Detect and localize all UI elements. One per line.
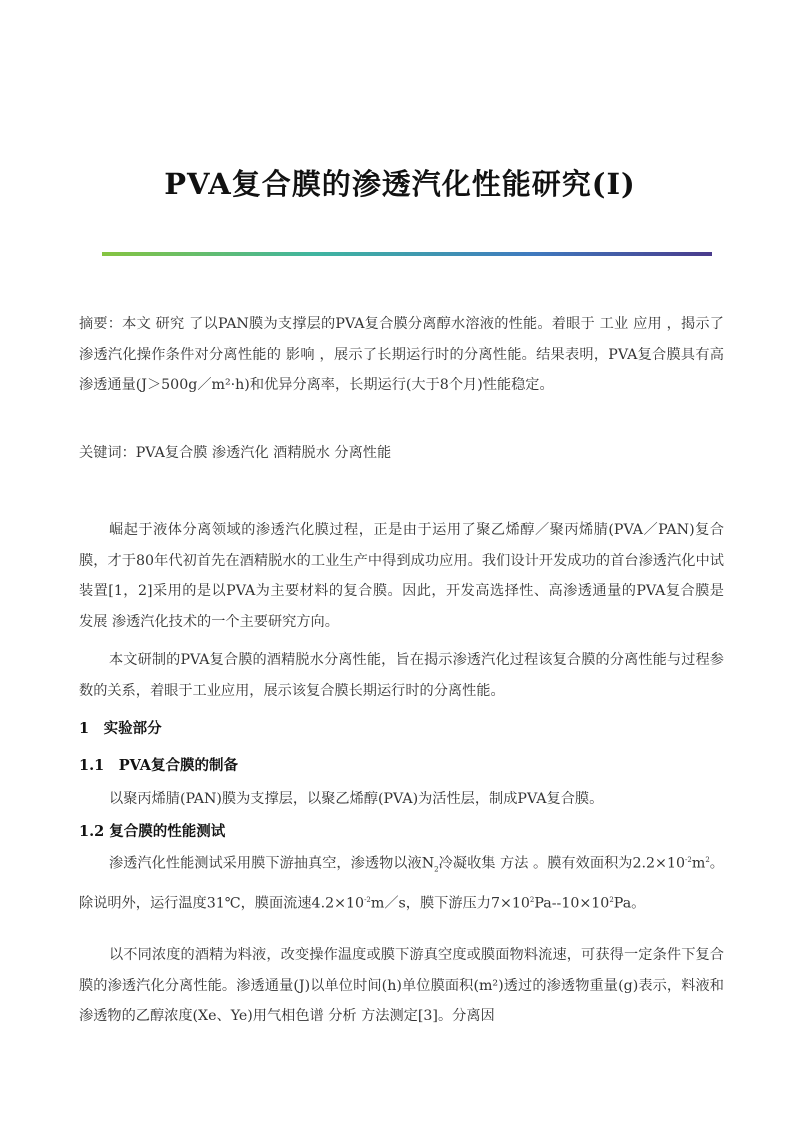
abstract: 摘要：本文 研究 了以PAN膜为支撑层的PVA复合膜分离醇水溶液的性能。着眼于 工业 应用 ，揭示了渗透汽化操作条件对分离性能的 影响 ，展示了长期运行时的分离性能。结果表明，PVA复合膜具有高渗透通量(J＞500g／m²·h)和优异分离率，长期运行(大于8个月)性能稳定。 bbox=[79, 316, 724, 393]
intro-paragraph-2: 本文研制的PVA复合膜的酒精脱水分离性能，旨在揭示渗透汽化过程该复合膜的分离性能与过程参数的关系，着眼于工业应用，展示该复合膜长期运行时的分离性能。 bbox=[79, 652, 724, 699]
page-title: PVA复合膜的渗透汽化性能研究(I) bbox=[164, 167, 636, 201]
section-1-1-text: 以聚丙烯腈(PAN)膜为支撑层，以聚乙烯醇(PVA)为活性层，制成PVA复合膜。 bbox=[109, 791, 604, 807]
section-1-1-heading: 1.1 PVA复合膜的制备 bbox=[79, 757, 239, 774]
section-1-heading: 1 实验部分 bbox=[79, 720, 162, 737]
section-1-2-paragraph-2: 以不同浓度的酒精为料液，改变操作温度或膜下游真空度或膜面物料流速，可获得一定条件下复合膜的渗透汽化分离性能。渗透通量(J)以单位时间(h)单位膜面积(m²)透过的渗透物重量(g)表示，料液和渗透物的乙醇浓度(Xe、Ye)用气相色谱 分析 方法测定[3]。分离因 bbox=[79, 947, 724, 1024]
keywords: 关键词：PVA复合膜 渗透汽化 酒精脱水 分离性能 bbox=[79, 445, 392, 461]
section-1-2-heading: 1.2 复合膜的性能测试 bbox=[79, 823, 226, 840]
section-1-2-paragraph-1: 渗透汽化性能测试采用膜下游抽真空，渗透物以液$N_2$冷凝收集 方法 。膜有效面积为$2.2\times 10^{-2}m^2$。除说明外，运行温度31℃，膜面流速$4.2\times 10^{-2}m/s$，膜下游压力$7\times 10^2Pa--10\times 10^2Pa$。 bbox=[79, 855, 724, 912]
title-divider bbox=[102, 252, 712, 256]
intro-paragraph-1: 崛起于液体分离领域的渗透汽化膜过程，正是由于运用了聚乙烯醇／聚丙烯腈(PVA／PAN)复合膜，才于80年代初首先在酒精脱水的工业生产中得到成功应用。我们设计开发成功的首台渗透汽化中试装置[1，2]采用的是以PVA为主要材料的复合膜。因此，开发高选择性、高渗透通量的PVA复合膜是 发展 渗透汽化技术的一个主要研究方向。 bbox=[79, 522, 724, 630]
